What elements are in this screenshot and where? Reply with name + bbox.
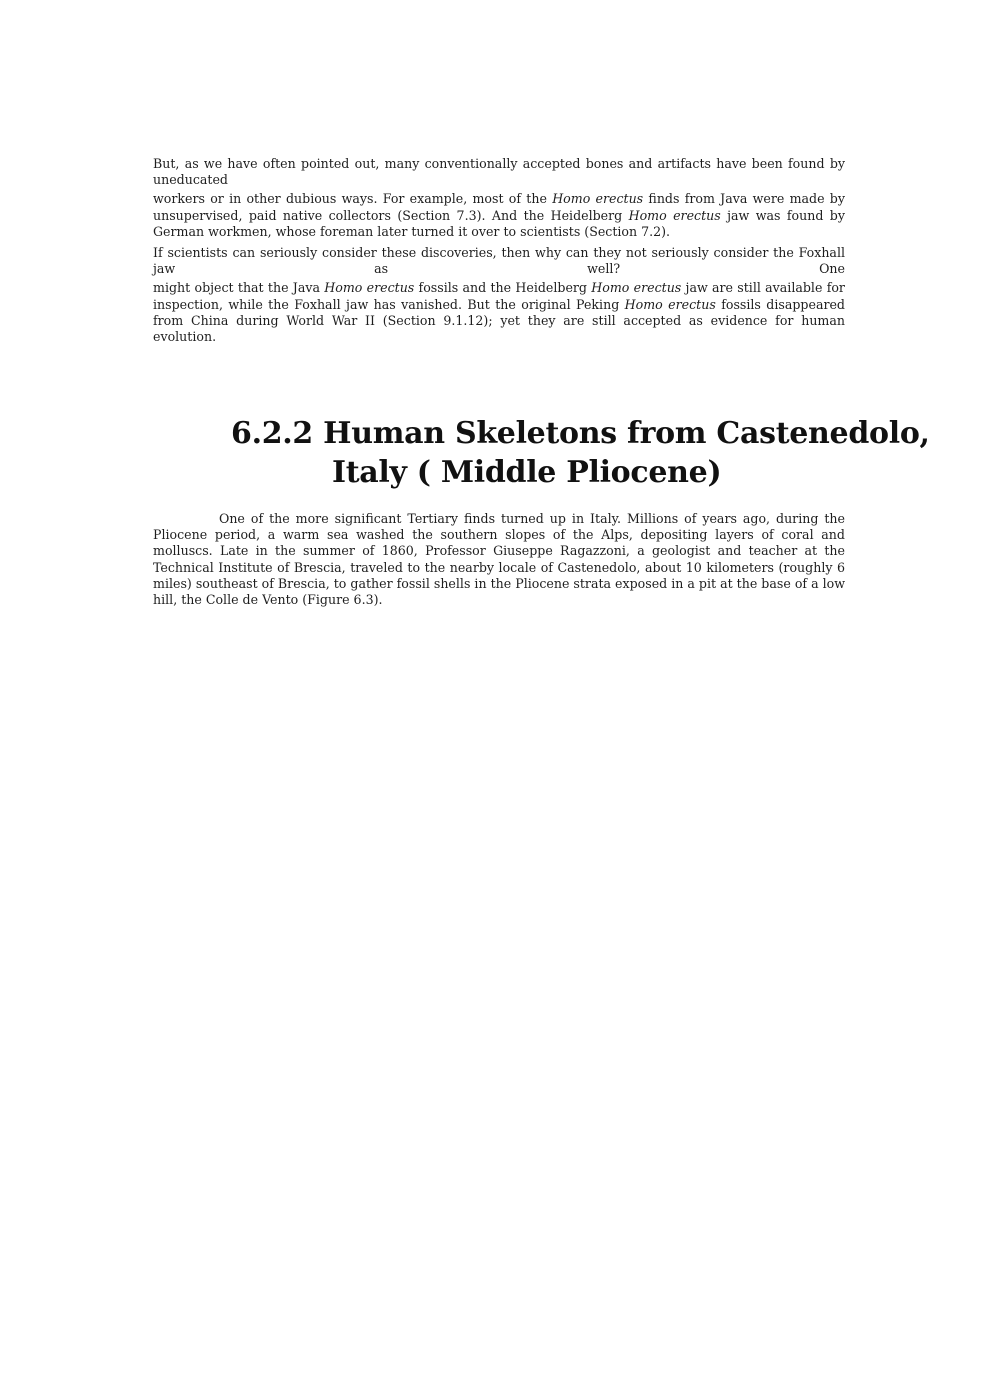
paragraph-1-text: jaw was found by German workmen, whose foreman later turned it over to scientists (Section 7.2). xyxy=(153,207,845,239)
paragraph-2-text: fossils disappeared from China during World War II (Section 9.1.12); yet they are still accepted as evidence for human evolution. xyxy=(153,296,845,345)
paragraph-2-first-line: If scientists can seriously consider these discoveries, then why can they not seriously consider the Foxhall jaw as well? One xyxy=(153,245,845,277)
paragraph-2-text: jaw are still available for inspection, while the Foxhall jaw has vanished. But the original Peking xyxy=(153,280,845,312)
paragraph-2-text: fossils and the Heidelberg xyxy=(414,280,592,296)
italic-species-name: Homo erectus xyxy=(552,191,644,207)
paragraph-1-first-line: But, as we have often pointed out, many conventionally accepted bones and artifacts have been found by uneducated xyxy=(153,156,845,188)
body-paragraph-1 xyxy=(153,156,845,240)
body-paragraph-3 xyxy=(153,511,845,608)
italic-species-name: Homo erectus xyxy=(628,207,721,223)
paragraph-2-text: might object that the Java xyxy=(153,280,325,296)
section-heading xyxy=(0,414,1000,492)
italic-species-name: Homo erectus xyxy=(591,280,682,296)
paragraph-1-text: workers or in other dubious ways. For example, most of the xyxy=(153,191,553,207)
section-heading-line-1: 6.2.2 Human Skeletons from Castenedolo, xyxy=(231,416,930,451)
section-heading-line-2: Italy ( Middle Pliocene) xyxy=(332,455,722,490)
italic-species-name: Homo erectus xyxy=(324,280,415,296)
body-paragraph-2 xyxy=(153,245,845,345)
paragraph-3-text: One of the more significant Tertiary finds turned up in Italy. Millions of years ago, during the Pliocene period, a warm sea washed the southern slopes of the Alps, depositing layers of coral and molluscs. Late in the summer of 1860, Professor Giuseppe Ragazzoni, a geologist and teacher at the Technical Institute of Brescia, traveled to the nearby locale of Castenedolo, about 10 kilometers (roughly 6 miles) southeast of Brescia, to gather fossil shells in the Pliocene strata exposed in a pit at the base of a low hill, the Colle de Vento (Figure 6.3). xyxy=(153,511,845,608)
paragraph-1-text: finds from Java were made by unsupervised, paid native collectors (Section 7.3). And the Heidelberg xyxy=(153,191,845,223)
italic-species-name: Homo erectus xyxy=(624,296,716,312)
